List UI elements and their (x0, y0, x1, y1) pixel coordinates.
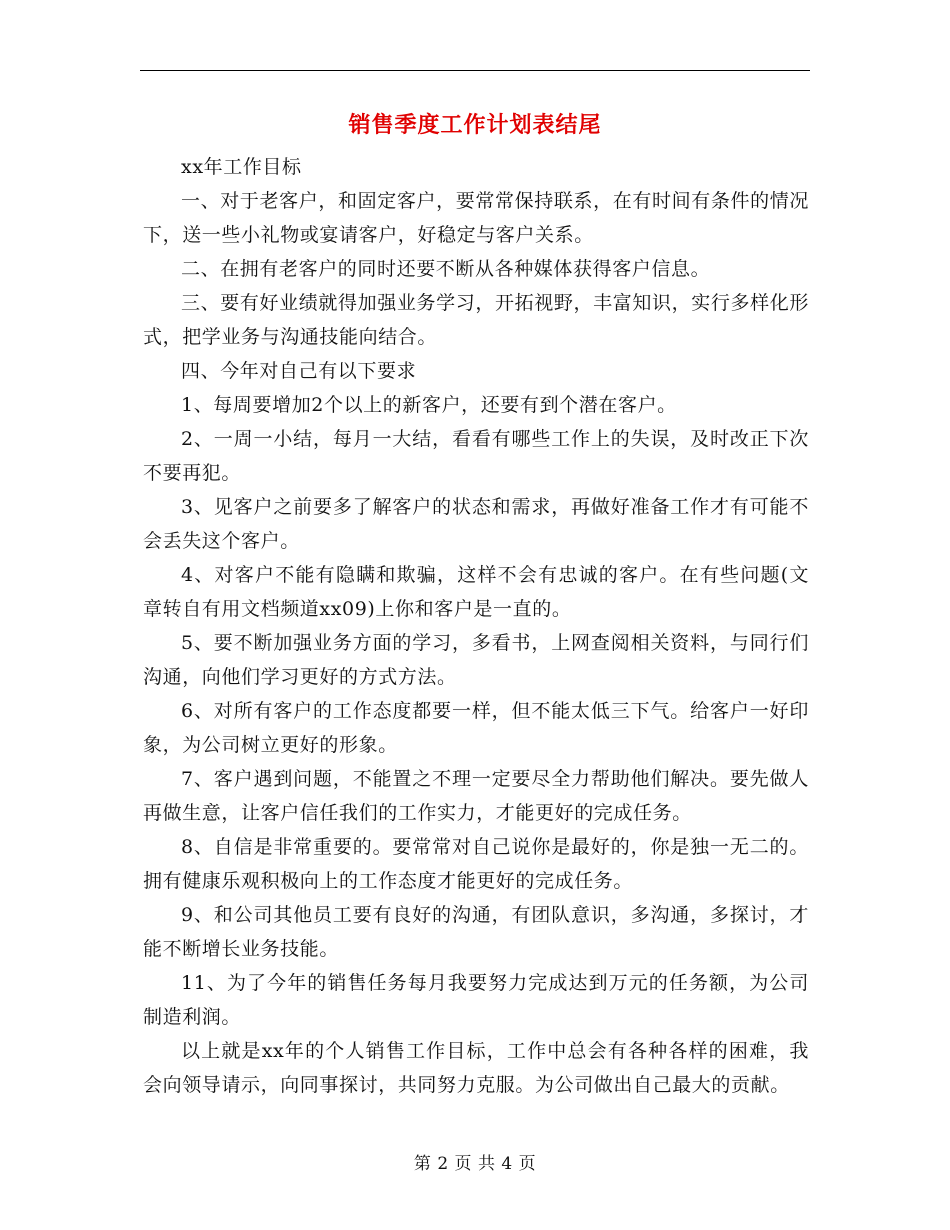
paragraph-item-2: 二、在拥有老客户的同时还要不断从各种媒体获得客户信息。 (181, 258, 711, 280)
document-body (143, 150, 809, 1102)
requirement-4: 4、对客户不能有隐瞒和欺骗，这样不会有忠诚的客户。在有些问题(文章转自有用文档频道xx09)上你和客户是一直的。 (143, 564, 809, 620)
document-title: 销售季度工作计划表结尾 (348, 113, 602, 138)
requirement-8: 8、自信是非常重要的。要常常对自己说你是最好的，你是独一无二的。拥有健康乐观积极向上的工作态度才能更好的完成任务。 (143, 836, 809, 892)
requirement-9: 9、和公司其他员工要有良好的沟通，有团队意识，多沟通，多探讨，才能不断增长业务技能。 (143, 904, 809, 960)
requirement-1: 1、每周要增加2个以上的新客户，还要有到个潜在客户。 (181, 394, 677, 416)
paragraph-item-4: 四、今年对自己有以下要求 (181, 360, 417, 382)
paragraph-item-3: 三、要有好业绩就得加强业务学习，开拓视野，丰富知识，实行多样化形式，把学业务与沟通技能向结合。 (143, 292, 809, 348)
paragraph-item-1: 一、对于老客户，和固定客户，要常常保持联系，在有时间有条件的情况下，送一些小礼物或宴请客户，好稳定与客户关系。 (143, 190, 809, 246)
requirement-6: 6、对所有客户的工作态度都要一样，但不能太低三下气。给客户一好印象，为公司树立更好的形象。 (143, 700, 809, 756)
requirement-5: 5、要不断加强业务方面的学习，多看书，上网查阅相关资料，与同行们沟通，向他们学习更好的方式方法。 (143, 632, 809, 688)
header-rule (140, 70, 810, 71)
requirement-7: 7、客户遇到问题，不能置之不理一定要尽全力帮助他们解决。要先做人再做生意，让客户信任我们的工作实力，才能更好的完成任务。 (143, 768, 809, 824)
closing-paragraph: 以上就是xx年的个人销售工作目标，工作中总会有各种各样的困难，我会向领导请示，向同事探讨，共同努力克服。为公司做出自己最大的贡献。 (143, 1040, 809, 1096)
requirement-2: 2、一周一小结，每月一大结，看看有哪些工作上的失误，及时改正下次不要再犯。 (143, 428, 809, 484)
requirement-3: 3、见客户之前要多了解客户的状态和需求，再做好准备工作才有可能不会丢失这个客户。 (143, 496, 809, 552)
requirement-11: 11、为了今年的销售任务每月我要努力完成达到万元的任务额，为公司制造利润。 (143, 972, 809, 1028)
page-number-footer: 第 2 页 共 4 页 (413, 1154, 537, 1174)
section-heading-goals: xx年工作目标 (181, 156, 302, 178)
